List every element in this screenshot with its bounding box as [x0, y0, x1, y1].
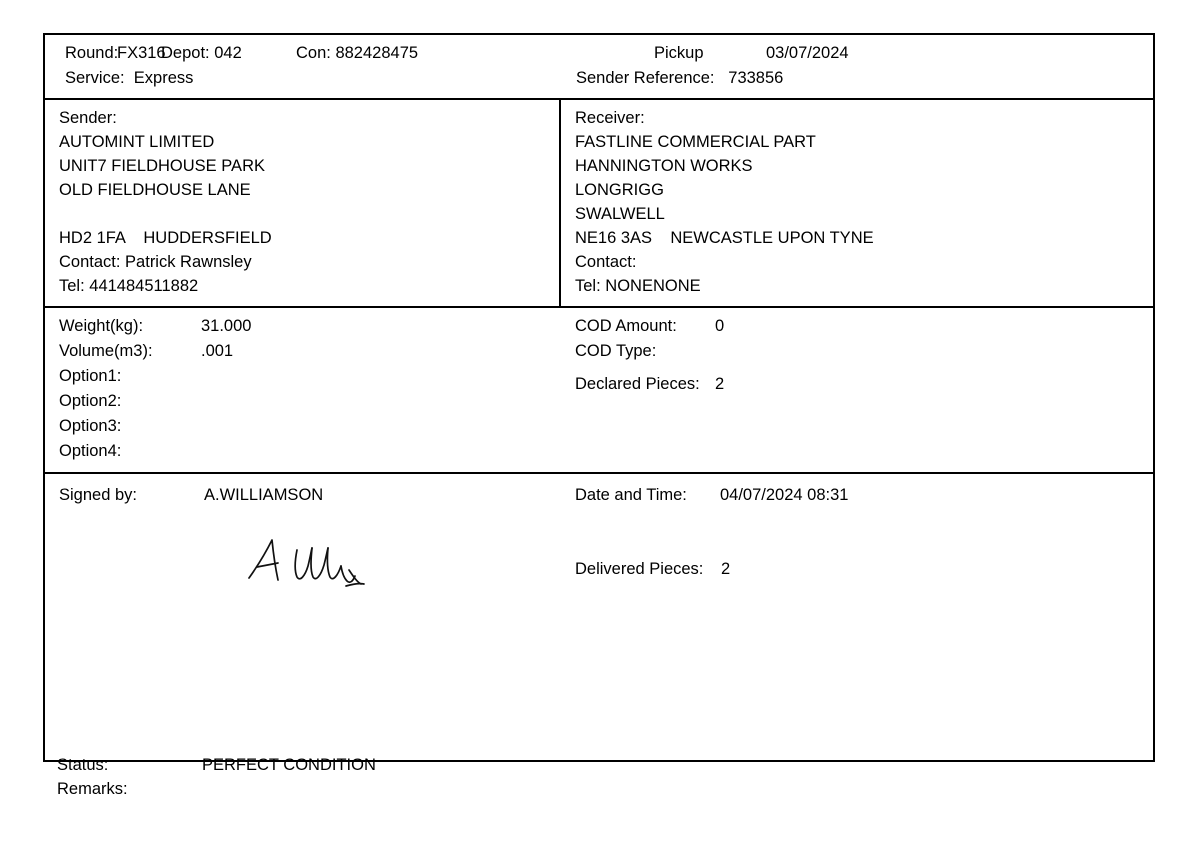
receiver-address-line-1: FASTLINE COMMERCIAL PART: [575, 133, 816, 151]
receiver-label: Receiver:: [575, 109, 645, 127]
round-label: Round:: [65, 44, 119, 62]
depot-label: Depot:: [161, 44, 210, 62]
receiver-address-line-2: HANNINGTON WORKS: [575, 157, 753, 175]
consignment-header-section: [45, 35, 1153, 100]
cod-amount-value: 0: [715, 317, 725, 335]
status-row: [57, 753, 757, 777]
option3-row: [59, 414, 561, 439]
option4-row: [59, 439, 561, 464]
weight-label: Weight(kg):: [59, 317, 144, 335]
volume-value: .001: [201, 342, 234, 360]
weight-row: [59, 314, 561, 339]
option1-row: [59, 364, 561, 389]
pickup-date: 03/07/2024: [766, 44, 849, 62]
sender-contact: [59, 250, 559, 274]
con-label: Con:: [296, 44, 331, 62]
date-and-time-label: Date and Time:: [575, 486, 687, 504]
cod-block: [561, 308, 1153, 472]
con-value: 882428475: [335, 44, 419, 62]
status-remarks-area: [57, 753, 757, 801]
depot-value: 042: [214, 44, 242, 62]
measurements-section: [45, 308, 1153, 474]
receiver-tel-value: NONENONE: [605, 277, 701, 295]
sender-tel: [59, 274, 559, 298]
date-time-row: [575, 483, 1153, 508]
option3-label: Option3:: [59, 417, 122, 435]
sender-contact-label: Contact:: [59, 253, 121, 271]
signed-by-label: Signed by:: [59, 486, 137, 504]
signature-mark: [245, 532, 405, 602]
declared-pieces-row: [575, 372, 1153, 397]
status-value: PERFECT CONDITION: [202, 756, 376, 774]
service-label: Service:: [65, 69, 125, 87]
header-row-2: [45, 66, 1153, 91]
volume-label: Volume(m3):: [59, 342, 153, 360]
header-row-1: Round: FX316 Depot: 042 Con: 882428475 Pickup 03/07/2024: [45, 41, 1153, 66]
proof-of-delivery-box: [43, 33, 1155, 762]
sender-tel-value: 441484511882: [89, 277, 199, 295]
sender-reference-value: 733856: [728, 69, 784, 87]
receiver-address-line-5: NE16 3AS NEWCASTLE UPON TYNE: [575, 229, 874, 247]
measurements-block: [45, 308, 561, 472]
sender-block: [45, 100, 561, 306]
delivery-details-block: [561, 474, 1153, 760]
cod-type-label: COD Type:: [575, 342, 657, 360]
signature-section: [45, 474, 1153, 762]
receiver-contact: [575, 250, 1153, 274]
receiver-address-line-3: LONGRIGG: [575, 181, 664, 199]
option2-row: [59, 389, 561, 414]
sender-label: Sender:: [59, 109, 117, 127]
cod-amount-label: COD Amount:: [575, 317, 677, 335]
date-and-time-value: 04/07/2024 08:31: [720, 486, 849, 504]
sender-address-line-1: AUTOMINT LIMITED: [59, 133, 215, 151]
sender-address-line-2: UNIT7 FIELDHOUSE PARK: [59, 157, 265, 175]
receiver-block: [561, 100, 1153, 306]
pickup-label: Pickup: [654, 44, 704, 62]
receiver-tel-label: Tel:: [575, 277, 601, 295]
receiver-tel: [575, 274, 1153, 298]
volume-row: [59, 339, 561, 364]
status-label: Status:: [57, 756, 109, 774]
signed-by-row: [59, 483, 561, 508]
delivered-pieces-row: [575, 557, 1153, 582]
addresses-section: [45, 100, 1153, 308]
sender-contact-value: Patrick Rawnsley: [125, 253, 252, 271]
option4-label: Option4:: [59, 442, 122, 460]
cod-amount-row: [575, 314, 1153, 339]
service-value: Express: [133, 69, 194, 87]
service-field: [45, 66, 576, 91]
remarks-row: [57, 777, 757, 801]
sender-address-line-3: OLD FIELDHOUSE LANE: [59, 181, 251, 199]
sender-reference-field: [576, 66, 783, 91]
sender-address-line-4: [59, 202, 559, 226]
receiver-address-line-4: SWALWELL: [575, 205, 665, 223]
sender-address-line-5: HD2 1FA HUDDERSFIELD: [59, 229, 272, 247]
sender-tel-label: Tel:: [59, 277, 85, 295]
sender-reference-label: Sender Reference:: [576, 69, 715, 87]
con-field: [296, 41, 576, 66]
delivered-pieces-label: Delivered Pieces:: [575, 560, 704, 578]
remarks-label: Remarks:: [57, 780, 128, 798]
weight-value: 31.000: [201, 317, 252, 335]
delivered-pieces-value: 2: [721, 560, 731, 578]
cod-type-row: [575, 339, 1153, 364]
depot-field: [161, 41, 296, 66]
declared-pieces-label: Declared Pieces:: [575, 375, 700, 393]
signed-by-block: [45, 474, 561, 760]
option2-label: Option2:: [59, 392, 122, 410]
signed-by-value: A.WILLIAMSON: [204, 486, 324, 504]
receiver-contact-label: Contact:: [575, 253, 637, 271]
declared-pieces-value: 2: [715, 375, 725, 393]
option1-label: Option1:: [59, 367, 122, 385]
